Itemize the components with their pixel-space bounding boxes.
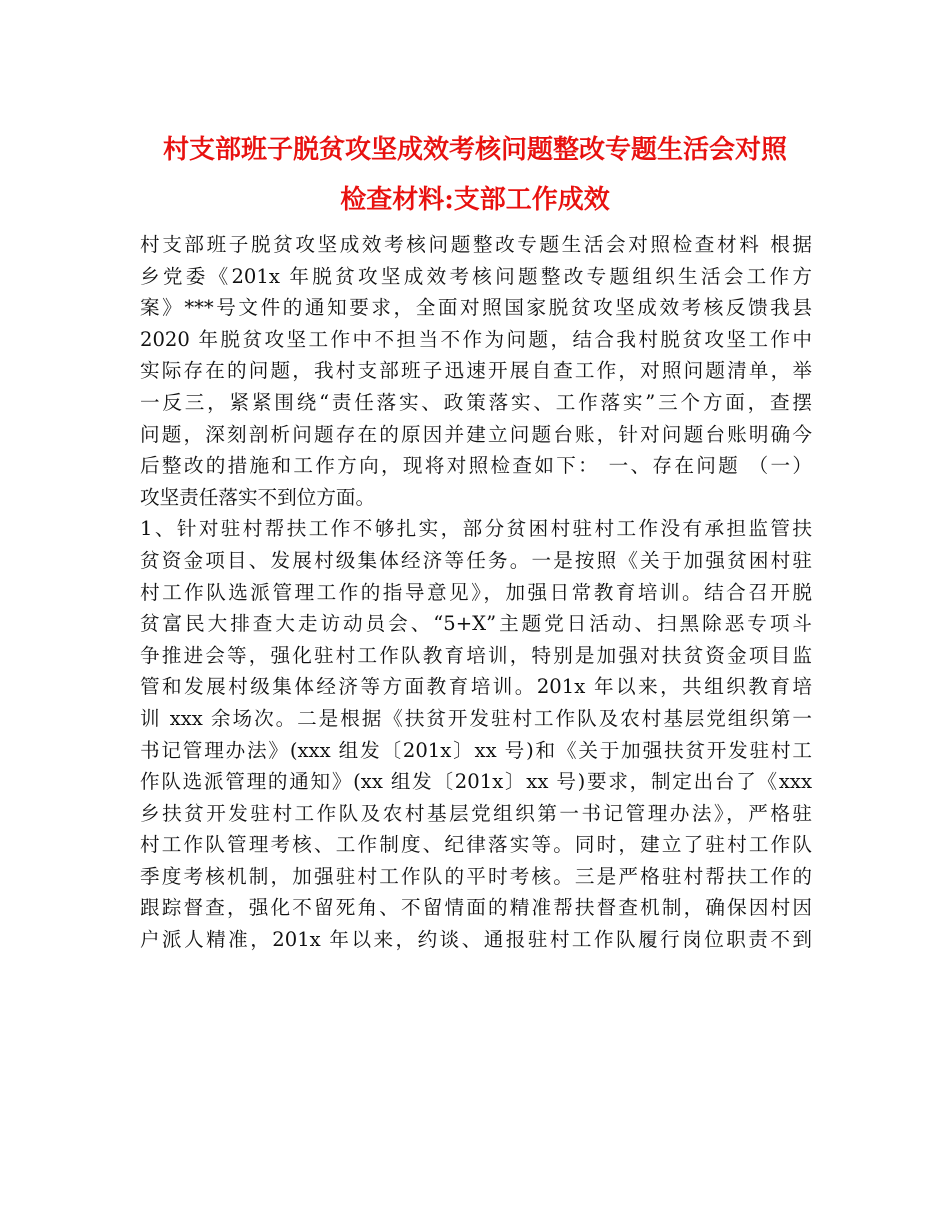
text-line: 户派人精准，201x 年以来，约谈、通报驻村工作队履行岗位职责不到: [140, 928, 812, 952]
text-line: 季度考核机制，加强驻村工作队的平时考核。三是严格驻村帮扶工作的: [140, 864, 812, 888]
text-line: 书记管理办法》(xxx 组发〔201x〕xx 号)和《关于加强扶贫开发驻村工: [140, 738, 812, 762]
title-line: 村支部班子脱贫攻坚成效考核问题整改专题生活会对照: [162, 135, 787, 165]
text-line: 后整改的措施和工作方向，现将对照检查如下： 一、存在问题 （一）: [140, 454, 812, 478]
text-line: 乡扶贫开发驻村工作队及农村基层党组织第一书记管理办法》，严格驻: [140, 801, 812, 825]
paragraph: [140, 513, 812, 955]
text-line: 攻坚责任落实不到位方面。: [140, 485, 376, 509]
text-line: 作队选派管理的通知》(xx 组发〔201x〕xx 号)要求，制定出台了《xxx: [140, 770, 812, 794]
text-line: 村支部班子脱贫攻坚成效考核问题整改专题生活会对照检查材料 根据: [140, 233, 812, 256]
text-line: 管和发展村级集体经济等方面教育培训。201x 年以来，共组织教育培: [140, 675, 812, 699]
text-line: 2020 年脱贫攻坚工作中不担当不作为问题，结合我村脱贫攻坚工作中: [140, 327, 812, 351]
document-title: [140, 125, 810, 225]
text-line: 村工作队选派管理工作的指导意见》，加强日常教育培训。结合召开脱: [140, 580, 812, 604]
document-body: [140, 229, 812, 956]
text-line: 村工作队管理考核、工作制度、纪律落实等。同时，建立了驻村工作队: [140, 833, 812, 857]
text-line: 问题，深刻剖析问题存在的原因并建立问题台账，针对问题台账明确今: [140, 422, 812, 446]
text-line: 跟踪督查，强化不留死角、不留情面的精准帮扶督查机制，确保因村因: [140, 896, 812, 920]
text-line: 争推进会等，强化驻村工作队教育培训，特别是加强对扶贫资金项目监: [140, 643, 812, 667]
text-line: 案》***号文件的通知要求，全面对照国家脱贫攻坚成效考核反馈我县: [140, 296, 812, 320]
text-line: 贫资金项目、发展村级集体经济等任务。一是按照《关于加强贫困村驻: [140, 548, 812, 572]
title-line: 检查材料:支部工作成效: [340, 185, 610, 215]
text-line: 1、针对驻村帮扶工作不够扎实，部分贫困村驻村工作没有承担监管扶: [140, 517, 812, 541]
text-line: 贫富民大排查大走访动员会、“5+X”主题党日活动、扫黑除恶专项斗: [140, 612, 812, 636]
text-line: 实际存在的问题，我村支部班子迅速开展自查工作，对照问题清单，举: [140, 359, 812, 383]
text-line: 训 xxx 余场次。二是根据《扶贫开发驻村工作队及农村基层党组织第一: [140, 706, 812, 730]
text-line: 乡党委《201x 年脱贫攻坚成效考核问题整改专题组织生活会工作方: [140, 264, 812, 288]
text-line: 一反三，紧紧围绕“责任落实、政策落实、工作落实”三个方面，查摆: [140, 390, 812, 414]
paragraph: [140, 229, 812, 513]
